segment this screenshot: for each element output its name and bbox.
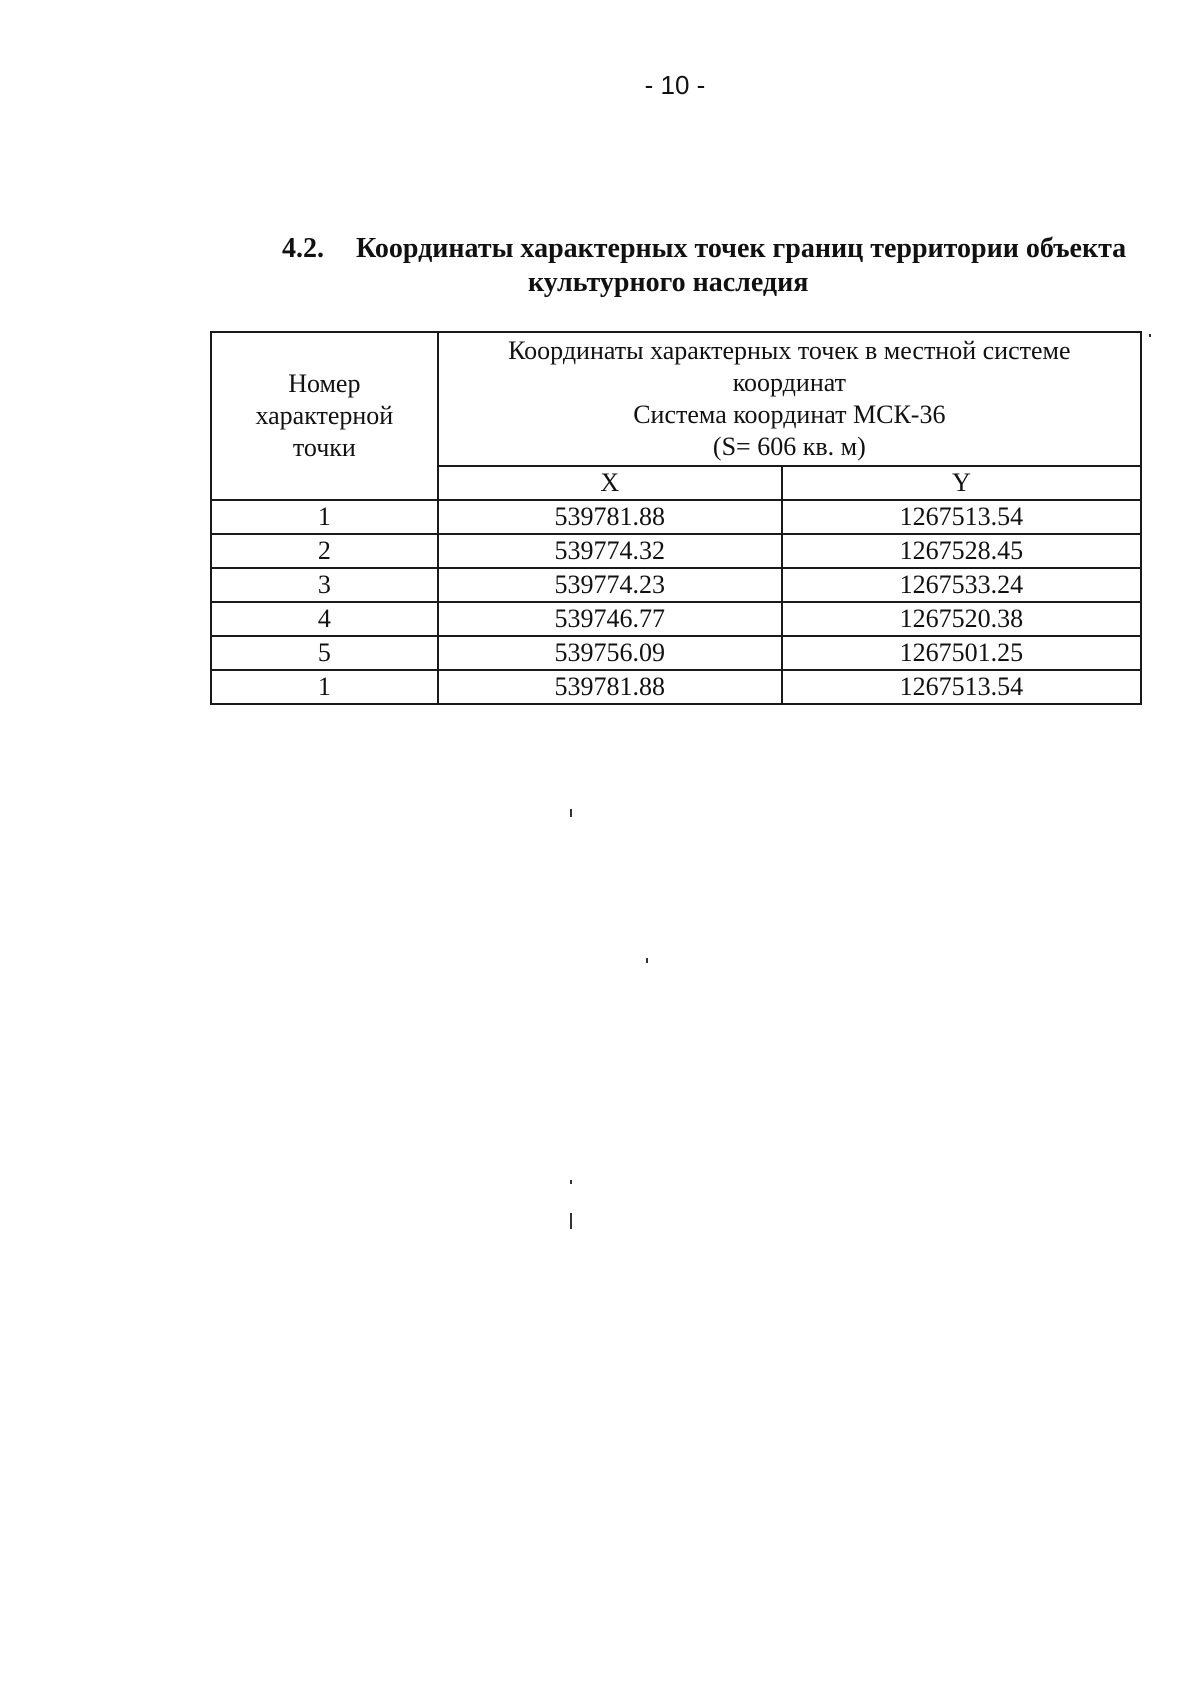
page-number: - 10 - — [644, 70, 706, 100]
coordinates-group-header-line: Координаты характерных точек в местной системе — [508, 336, 1071, 365]
coordinates-table — [210, 331, 1142, 705]
table-row — [211, 568, 1141, 602]
section-heading — [282, 232, 1142, 300]
scan-speck — [570, 1180, 572, 1184]
table-row — [211, 500, 1141, 534]
x-coordinate-cell: 539774.32 — [438, 534, 782, 568]
point-number-header-line: точки — [292, 433, 356, 462]
x-coordinate-cell: 539781.88 — [438, 670, 782, 704]
x-coordinate-cell: 539756.09 — [438, 636, 782, 670]
y-coordinate-cell: 1267528.45 — [782, 534, 1141, 568]
point-number-cell: 3 — [211, 568, 438, 602]
coordinates-group-header-line: Система координат МСК-36 — [633, 400, 946, 429]
y-coordinate-cell: 1267533.24 — [782, 568, 1141, 602]
point-number-cell: 4 — [211, 602, 438, 636]
coordinates-group-header — [438, 332, 1141, 466]
y-coordinate-cell: 1267513.54 — [782, 670, 1141, 704]
point-number-header-line: характерной — [255, 401, 394, 430]
x-coordinate-cell: 539774.23 — [438, 568, 782, 602]
scan-speck — [646, 958, 648, 963]
coordinates-group-header-line: (S= 606 кв. м) — [712, 432, 866, 461]
y-coordinate-cell: 1267501.25 — [782, 636, 1141, 670]
section-title-line-1: Координаты характерных точек границ территории объекта — [356, 233, 1127, 264]
point-number-header — [211, 332, 438, 500]
point-number-cell: 2 — [211, 534, 438, 568]
point-number-cell: 1 — [211, 500, 438, 534]
table-row — [211, 636, 1141, 670]
y-coordinate-cell: 1267520.38 — [782, 602, 1141, 636]
point-number-header-line: Номер — [288, 369, 361, 398]
table-row — [211, 670, 1141, 704]
x-coordinate-cell: 539746.77 — [438, 602, 782, 636]
section-title-line-2: культурного наследия — [528, 267, 809, 298]
y-coordinate-cell: 1267513.54 — [782, 500, 1141, 534]
section-number: 4.2. — [282, 233, 324, 264]
table-row — [211, 602, 1141, 636]
x-column-header: X — [438, 466, 782, 500]
x-coordinate-cell: 539781.88 — [438, 500, 782, 534]
table-row — [211, 534, 1141, 568]
scan-speck — [1149, 334, 1151, 337]
point-number-cell: 1 — [211, 670, 438, 704]
y-column-header: Y — [782, 466, 1141, 500]
scan-speck — [570, 809, 572, 817]
point-number-cell: 5 — [211, 636, 438, 670]
coordinates-group-header-line: координат — [732, 368, 846, 397]
scan-speck — [570, 1213, 572, 1229]
